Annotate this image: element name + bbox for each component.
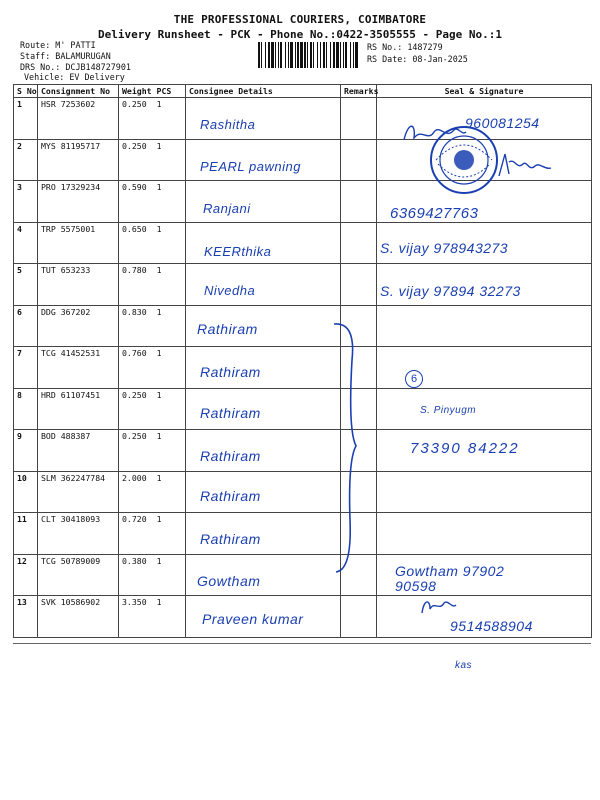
cell-weight: 0.380	[122, 555, 147, 566]
cell-consignment-no: TCG 41452531	[38, 347, 119, 389]
cell-sno: 11	[14, 513, 38, 555]
cell-consignment-no: HSR 7253602	[38, 98, 119, 140]
cell-weight: 0.250	[122, 140, 147, 151]
barcode-bar	[317, 42, 318, 68]
handwritten-consignee: Rathiram	[200, 364, 261, 380]
cell-weight: 0.650	[122, 223, 147, 234]
cell-consignment-no: HRD 61107451	[38, 388, 119, 430]
barcode-bar	[330, 42, 331, 68]
col-seal-header: Seal & Signature	[377, 85, 592, 98]
runsheet-subtitle: Delivery Runsheet - PCK - Phone No.:0422-3505555 - Page No.:1	[98, 28, 502, 41]
handwritten-signature: S. Pinyugm	[420, 405, 477, 416]
cell-pcs: 1	[156, 348, 162, 358]
barcode-bar	[320, 42, 321, 68]
cell-consignment-no: TCG 50789009	[38, 554, 119, 596]
barcode-bar	[345, 42, 347, 68]
cell-seal-signature	[377, 513, 592, 555]
cell-pcs: 1	[156, 555, 162, 566]
handwritten-consignee: Praveen kumar	[202, 611, 304, 627]
cell-remarks	[341, 139, 377, 181]
rs-date: RS Date: 08-Jan-2025	[367, 54, 468, 64]
barcode-bar	[307, 42, 308, 68]
col-weight-header: Weight	[122, 86, 152, 96]
cell-remarks	[341, 596, 377, 638]
route-label: Route: M' PATTI	[20, 40, 96, 50]
company-title: THE PROFESSIONAL COURIERS, COIMBATORE	[173, 13, 427, 26]
barcode	[258, 42, 358, 68]
handwritten-consignee: Rathiram	[200, 531, 261, 547]
cell-pcs: 1	[156, 140, 162, 151]
handwritten-signature: S. vijay 97894 32273	[380, 283, 521, 299]
cell-weight-pcs	[119, 264, 186, 306]
cell-weight-pcs	[119, 471, 186, 513]
cell-weight: 0.590	[122, 182, 147, 192]
handwritten-consignee: Rathiram	[200, 405, 261, 421]
cell-pcs: 1	[156, 306, 162, 317]
handwritten-signature: S. vijay 978943273	[380, 240, 509, 256]
cell-weight-pcs	[119, 98, 186, 140]
cell-sno: 8	[14, 388, 38, 430]
table-row	[14, 181, 592, 223]
barcode-bar	[313, 42, 314, 68]
cell-consignment-no: MYS 81195717	[38, 139, 119, 181]
col-consignee-header: Consignee Details	[186, 85, 341, 98]
cell-seal-signature	[377, 471, 592, 513]
barcode-bar	[271, 42, 274, 68]
col-weight-pcs-header	[119, 85, 186, 98]
cell-remarks	[341, 264, 377, 306]
col-consignment-header: Consignment No	[38, 85, 119, 98]
col-remarks-header: Remarks	[341, 85, 377, 98]
barcode-bar	[355, 42, 358, 68]
cell-weight-pcs	[119, 388, 186, 430]
barcode-bar	[353, 42, 354, 68]
cell-weight-pcs	[119, 596, 186, 638]
cell-consignment-no: SVK 10586902	[38, 596, 119, 638]
barcode-bar	[265, 42, 266, 68]
cell-weight-pcs	[119, 181, 186, 223]
handwritten-consignee: KEERthika	[204, 244, 272, 259]
cell-consignment-no: TRP 5575001	[38, 222, 119, 264]
cell-weight-pcs	[119, 139, 186, 181]
barcode-bar	[261, 42, 262, 68]
cell-sno: 7	[14, 347, 38, 389]
handwritten-signature: 6369427763	[390, 205, 479, 222]
cell-pcs: 1	[156, 99, 162, 109]
handwritten-consignee: Rashitha	[200, 117, 256, 132]
cell-sno: 2	[14, 139, 38, 181]
cell-consignment-no: SLM 362247784	[38, 471, 119, 513]
cell-weight-pcs	[119, 305, 186, 347]
table-header-row	[14, 85, 592, 98]
cell-seal-signature	[377, 388, 592, 430]
handwritten-consignee: Rathiram	[200, 448, 261, 464]
drs-number: DRS No.: DCJB148727901	[20, 62, 131, 72]
cell-sno: 6	[14, 305, 38, 347]
barcode-bar	[350, 42, 351, 68]
cell-weight: 0.830	[122, 306, 147, 317]
cell-weight: 2.000	[122, 472, 147, 483]
table-bottom-rule	[13, 643, 591, 644]
barcode-bar	[295, 42, 296, 68]
barcode-bar	[300, 42, 303, 68]
rs-number: RS No.: 1487279	[367, 42, 443, 52]
barcode-bar	[297, 42, 299, 68]
cell-pcs: 1	[156, 265, 162, 275]
cell-pcs: 1	[156, 389, 162, 400]
signature-scribble	[418, 595, 458, 617]
initials-mark: kas	[455, 660, 473, 671]
barcode-bar	[288, 42, 289, 68]
barcode-bar	[340, 42, 341, 68]
cell-sno: 10	[14, 471, 38, 513]
barcode-bar	[304, 42, 306, 68]
cell-weight-pcs	[119, 554, 186, 596]
cell-weight: 3.350	[122, 597, 147, 607]
barcode-bar	[336, 42, 339, 68]
handwritten-consignee: Rathiram	[197, 321, 258, 337]
cell-weight: 0.780	[122, 265, 147, 275]
cell-weight-pcs	[119, 430, 186, 472]
cell-weight: 0.250	[122, 431, 147, 441]
cell-sno: 4	[14, 222, 38, 264]
handwritten-consignee: Gowtham	[197, 573, 261, 589]
col-pcs-header: PCS	[156, 86, 172, 96]
cell-sno: 12	[14, 554, 38, 596]
cell-sno: 1	[14, 98, 38, 140]
barcode-bar	[258, 42, 260, 68]
cell-weight-pcs	[119, 347, 186, 389]
barcode-bar	[280, 42, 282, 68]
cell-seal-signature	[377, 305, 592, 347]
cell-remarks	[341, 181, 377, 223]
cell-weight: 0.720	[122, 514, 147, 524]
signature-scribble	[495, 150, 555, 180]
barcode-bar	[268, 42, 270, 68]
grouping-bracket	[330, 320, 370, 575]
signature-scribble	[400, 118, 470, 148]
cell-sno: 9	[14, 430, 38, 472]
handwritten-consignee: PEARL pawning	[200, 159, 301, 174]
barcode-bar	[285, 42, 286, 68]
table-row	[14, 471, 592, 513]
barcode-bar	[275, 42, 276, 68]
table-row	[14, 388, 592, 430]
table-row	[14, 513, 592, 555]
cell-sno: 13	[14, 596, 38, 638]
cell-weight-pcs	[119, 222, 186, 264]
handwritten-consignee: Rathiram	[200, 488, 261, 504]
barcode-bar	[323, 42, 325, 68]
cell-consignment-no: DDG 367202	[38, 305, 119, 347]
cell-weight: 0.250	[122, 99, 147, 109]
handwritten-signature: 73390 84222	[410, 440, 520, 457]
cell-consignment-no: PRO 17329234	[38, 181, 119, 223]
barcode-bar	[326, 42, 327, 68]
barcode-bar	[333, 42, 335, 68]
handwritten-consignee: Ranjani	[203, 201, 251, 216]
cell-pcs: 1	[156, 597, 162, 607]
staff-label: Staff: BALAMURUGAN	[20, 51, 111, 61]
handwritten-signature: 9514588904	[450, 618, 533, 634]
cell-consignment-no: TUT 653233	[38, 264, 119, 306]
vehicle-label: Vehicle: EV Delivery	[24, 72, 125, 82]
circled-number: 6	[405, 370, 423, 388]
cell-pcs: 1	[156, 182, 162, 192]
cell-pcs: 1	[156, 431, 162, 441]
handwritten-signature: 960081254	[465, 115, 540, 131]
table-row	[14, 305, 592, 347]
cell-consignment-no: CLT 30418093	[38, 513, 119, 555]
handwritten-consignee: Nivedha	[204, 283, 256, 298]
barcode-bar	[310, 42, 312, 68]
cell-remarks	[341, 98, 377, 140]
cell-weight-pcs	[119, 513, 186, 555]
barcode-bar	[278, 42, 279, 68]
cell-pcs: 1	[156, 514, 162, 524]
cell-pcs: 1	[156, 223, 162, 234]
col-sno-header: S No	[14, 85, 38, 98]
barcode-bar	[290, 42, 293, 68]
barcode-bar	[343, 42, 344, 68]
handwritten-signature: Gowtham 97902 90598	[395, 563, 505, 594]
cell-consignment-no: BOD 488387	[38, 430, 119, 472]
cell-remarks	[341, 222, 377, 264]
cell-pcs: 1	[156, 472, 162, 483]
cell-weight: 0.250	[122, 389, 147, 400]
cell-weight: 0.760	[122, 348, 147, 358]
cell-sno: 5	[14, 264, 38, 306]
table-row	[14, 347, 592, 389]
cell-sno: 3	[14, 181, 38, 223]
